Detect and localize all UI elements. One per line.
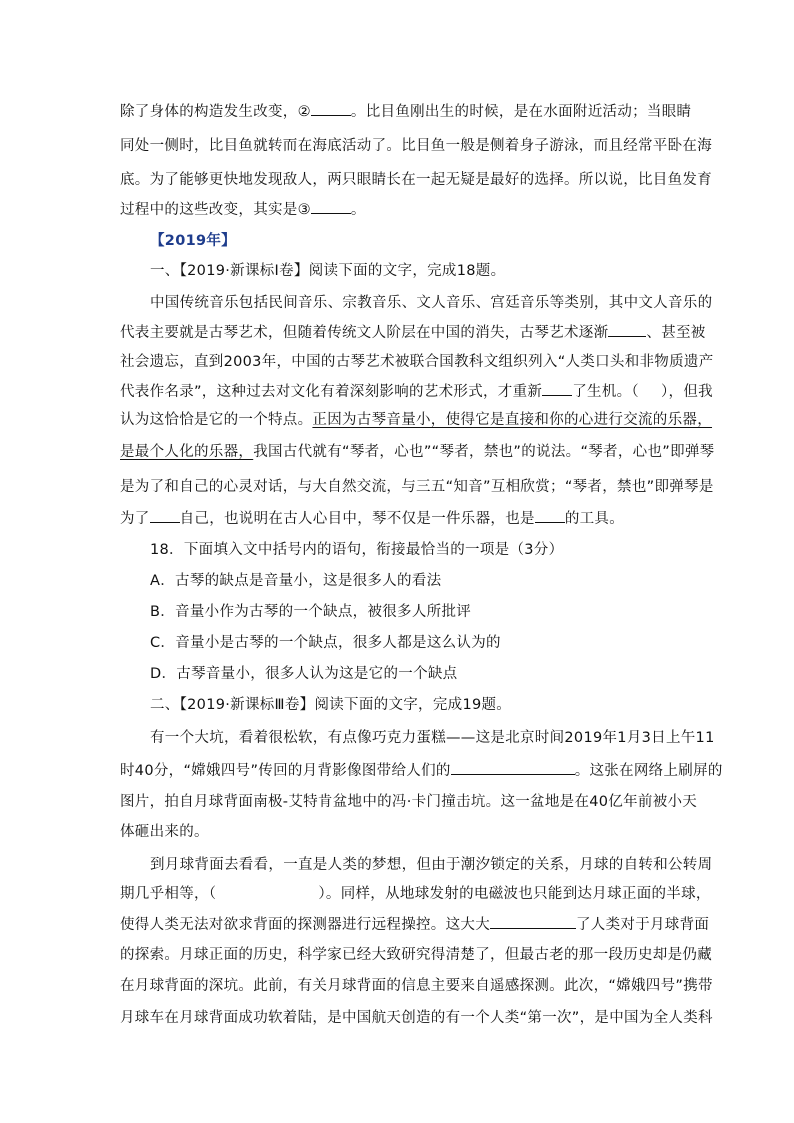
underlined-sentence: 正因为古琴音量小，使得它是直接和你的心进行交流的乐器，	[312, 412, 713, 428]
section2-line-5: 到月球背面去看看，一直是人类的梦想，但由于潮汐锁定的关系，月球的自转和公转周	[150, 857, 713, 873]
section2-line-8: 的探索。月球正面的历史，科学家已经大致研究得清楚了，但最古老的那一段历史却是仍藏	[120, 947, 712, 963]
answer-blank-e[interactable]	[451, 760, 575, 775]
section2-line-7: 使得人类无法对欲求背面的探测器进行远程操控。这大大 了人类对于月球背面	[120, 914, 709, 935]
section2-line-6: 期几乎相等，（ ）。同样，从地球发射的电磁波也只能到达月球正面的半球，	[120, 886, 711, 902]
blank-marker-2: ②	[297, 104, 311, 120]
underlined-sentence-cont: 是最个人化的乐器，	[120, 444, 254, 460]
section2-line-10: 月球车在月球背面成功软着陆，是中国航天创造的有一个人类“第一次”，是中国为全人类科	[120, 1010, 713, 1026]
section1-line-7: 是为了和自己的心灵对话，与大自然交流，与三五“知音”互相欣赏；“琴者，禁也”即弹琴是	[120, 479, 714, 495]
intro-line-3: 底。为了能够更快地发现敌人，两只眼睛长在一起无疑是最好的选择。所以说，比目鱼发育	[120, 172, 712, 188]
intro-line-2: 同处一侧时，比目鱼就转而在海底活动了。比目鱼一般是侧着身子游泳，而且经常平卧在海	[120, 138, 712, 154]
answer-blank-b[interactable]	[542, 381, 572, 396]
year-heading: 【2019年】	[150, 233, 236, 249]
answer-blank-2[interactable]	[311, 101, 351, 116]
option-b[interactable]: B．音量小作为古琴的一个缺点，被很多人所批评	[150, 604, 472, 620]
blank-marker-3: ③	[297, 202, 311, 218]
option-a[interactable]: A．古琴的缺点是音量小，这是很多人的看法	[150, 573, 442, 589]
section1-line-8: 为了 自己，也说明在古人心目中，琴不仅是一件乐器，也是 的工具。	[120, 508, 624, 529]
option-d[interactable]: D．古琴音量小，很多人认为这是它的一个缺点	[150, 666, 458, 682]
answer-blank-a[interactable]	[608, 322, 646, 337]
section2-line-1: 有一个大坑，看着很松软，有点像巧克力蛋糕——这是北京时间2019年1月3日上午11	[150, 730, 715, 746]
intro-line-4: 过程中的这些改变，其实是③ 。	[120, 199, 366, 220]
section1-line-3: 社会遗忘，直到2003年，中国的古琴艺术被联合国教科文组织列入“人类口头和非物质遗产	[120, 354, 714, 370]
section1-line-5: 认为这恰恰是它的一个特点。正因为古琴音量小，使得它是直接和你的心进行交流的乐器，	[120, 412, 713, 428]
section1-heading: 一、【2019·新课标Ⅰ卷】阅读下面的文字，完成18题。	[150, 263, 506, 279]
section2-line-2: 时40分，“嫦娥四号”传回的月背影像图带给人们的 。这张在网络上刷屏的	[120, 760, 723, 781]
question-18-stem: 18．下面填入文中括号内的语句，衔接最恰当的一项是（3分）	[150, 542, 564, 558]
section2-line-3: 图片，拍自月球背面南极-艾特肯盆地中的冯·卡门撞击坑。这一盆地是在40亿年前被小天	[120, 794, 698, 810]
section1-line-4: 代表作名录”，这种过去对文化有着深刻影响的艺术形式，才重新 了生机。（ ），但我	[120, 381, 713, 402]
answer-blank-c[interactable]	[150, 508, 180, 523]
section1-line-1: 中国传统音乐包括民间音乐、宗教音乐、文人音乐、宫廷音乐等类别，其中文人音乐的	[150, 295, 713, 311]
section2-line-9: 在月球背面的深坑。此前，有关月球背面的信息主要来自遥感探测。此次，“嫦娥四号”携带	[120, 978, 713, 994]
section1-line-6: 是最个人化的乐器，我国古代就有“琴者，心也”“琴者，禁也”的说法。“琴者，心也”即弹琴	[120, 444, 715, 460]
section2-heading: 二、【2019·新课标Ⅲ卷】阅读下面的文字，完成19题。	[150, 697, 512, 713]
answer-blank-3[interactable]	[311, 199, 351, 214]
answer-blank-d[interactable]	[535, 508, 565, 523]
option-c[interactable]: C．音量小是古琴的一个缺点，很多人都是这么认为的	[150, 635, 501, 651]
answer-blank-f[interactable]	[490, 914, 576, 929]
section2-line-4: 体砸出来的。	[120, 824, 209, 840]
section1-line-2: 代表主要就是古琴艺术，但随着传统文人阶层在中国的消失，古琴艺术逐渐 、甚至被	[120, 322, 706, 343]
intro-line-1: 除了身体的构造发生改变，② 。比目鱼刚出生的时候，是在水面附近活动；当眼睛	[120, 101, 691, 122]
